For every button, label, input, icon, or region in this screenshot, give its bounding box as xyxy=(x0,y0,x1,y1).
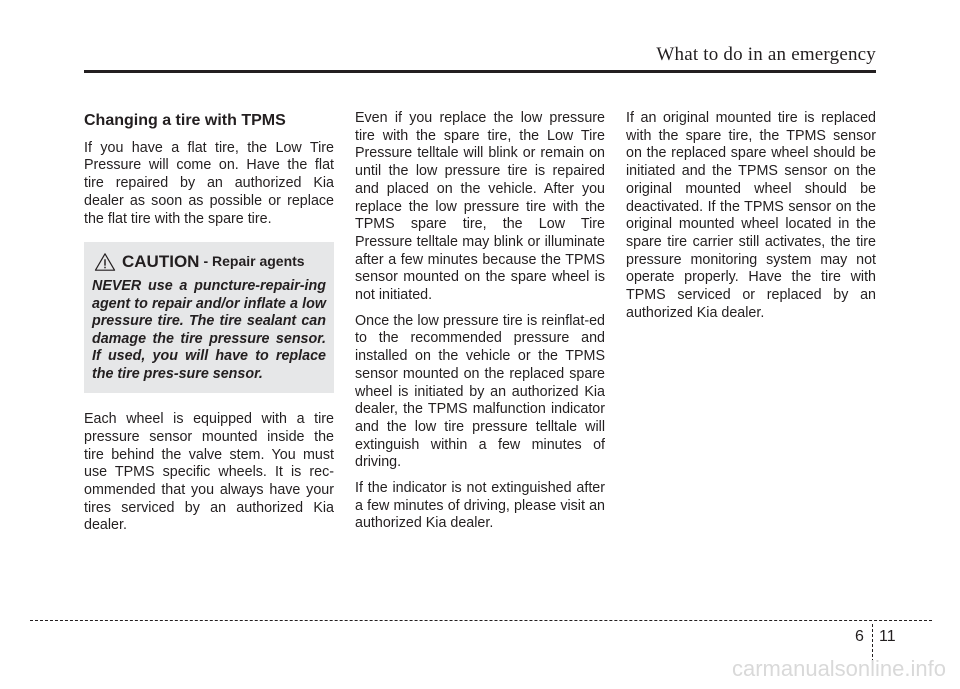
caution-label: CAUTION xyxy=(122,252,200,272)
page-number-value: 11 xyxy=(879,628,896,645)
column-middle xyxy=(355,110,605,541)
paragraph: If an original mounted tire is replaced with the spare tire, the TPMS sensor on the replaced spare wheel should be initiated and the TPMS sensor on the original mounted wheel should be deactivated. If the TPMS sensor on the original mounted wheel located in the spare tire carrier still activates, the tire pressure monitoring system may not operate properly. Have the tire with TPMS serviced or replaced by an authorized Kia dealer. xyxy=(626,110,876,321)
caution-subtitle: - Repair agents xyxy=(203,253,305,270)
paragraph: Once the low pressure tire is reinflat-ed to the recommended pressure and installed on the vehicle or the TPMS sensor mounted on the replaced spare wheel is initiated by an authorized Kia dealer, the TPMS malfunction indicator and the low tire pressure telltale will extinguish within a few minutes of driving. xyxy=(355,312,605,471)
watermark: carmanualsonline.info xyxy=(731,656,946,681)
paragraph: If you have a flat tire, the Low Tire Pressure will come on. Have the flat tire repaired by an authorized Kia dealer as soon as possible or replace the flat tire with the spare tire. xyxy=(84,139,334,227)
caution-body: NEVER use a puncture-repair-ing agent to repair and/or inflate a low pressure tire. The tire sealant can damage the tire pressure sensor. If used, you will have to replace the tire pres-sure sensor. xyxy=(92,278,326,382)
caution-header xyxy=(92,252,326,272)
header-rule xyxy=(84,70,876,73)
paragraph: If the indicator is not extinguished after a few minutes of driving, please visit an authorized Kia dealer. xyxy=(355,480,605,532)
warning-triangle-icon xyxy=(94,252,116,272)
section-heading: Changing a tire with TPMS xyxy=(84,112,286,129)
column-right xyxy=(626,110,876,330)
footer-rule xyxy=(30,620,932,621)
section-title: What to do in an emergency xyxy=(656,44,876,65)
paragraph: Even if you replace the low pressure tire with the spare tire, the Low Tire Pressure telltale will blink or remain on until the low pressure tire is repaired and placed on the vehicle. After you replace the low pressure tire with the TPMS spare tire, the Low Tire Pressure telltale may blink or illuminate after a few minutes because the TPMS sensor mounted on the spare wheel is not initiated. xyxy=(355,110,605,304)
caution-box xyxy=(84,242,334,393)
chapter-number: 6 xyxy=(855,628,864,645)
column-left xyxy=(84,110,334,543)
paragraph: Each wheel is equipped with a tire pressure sensor mounted inside the tire behind the valve stem. You must use TPMS specific wheels. It is rec-ommended that you always have your tires serviced by an authorized Kia dealer. xyxy=(84,411,334,534)
